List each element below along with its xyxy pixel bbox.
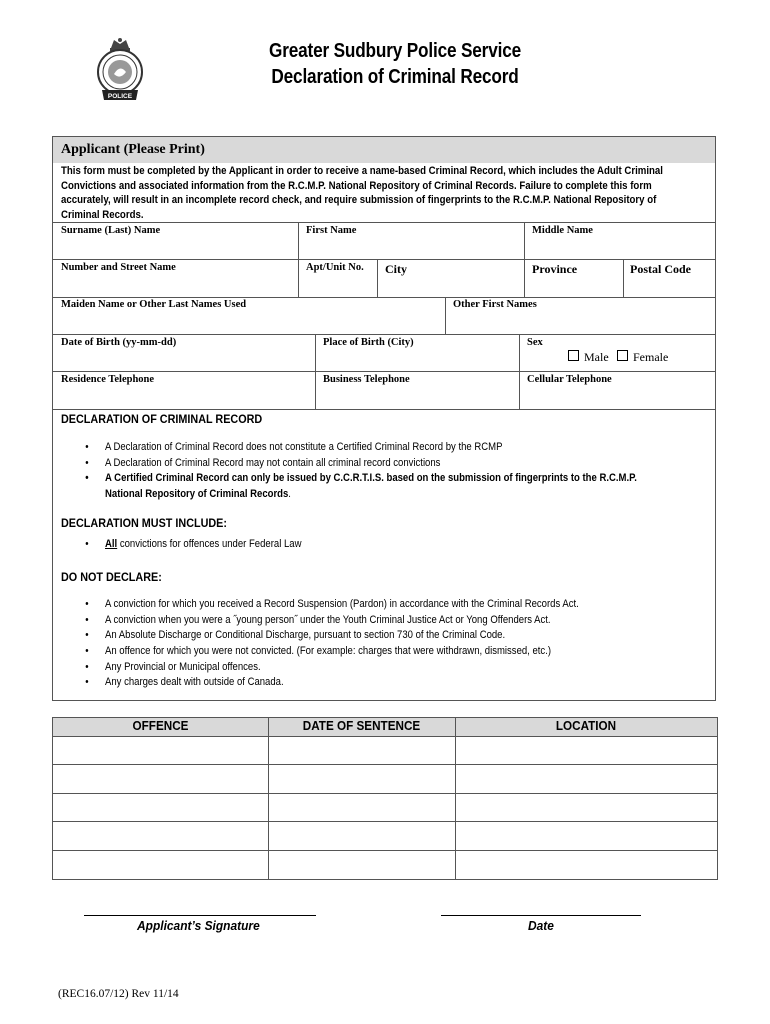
cellular-telephone-field[interactable]: Cellular Telephone [527,374,612,385]
grid-line [445,298,446,334]
applicant-signature-label: Applicant’s Signature [137,918,260,933]
instructions [61,164,711,223]
location-cell[interactable] [456,737,716,764]
instruction-line: Convictions and associated information from the R.C.M.P. National Repository of Criminal Records. Failure to complete this form [61,179,652,192]
list-item: • An offence for which you were not convicted. (For example: charges that were withdrawn, dismissed, etc.) [85,645,552,657]
table-row-line [53,850,717,851]
grid-line [524,223,525,259]
table-row-line [53,821,717,822]
date-line[interactable] [441,915,641,916]
instruction-line: Criminal Records. [61,209,144,222]
grid-line [53,297,716,298]
male-checkbox[interactable] [568,350,579,361]
bullet-text: A conviction for which you received a Record Suspension (Pardon) in accordance with the Criminal Records Act. [105,598,579,610]
list-item: • All convictions for offences under Federal Law [85,538,302,550]
list-item: • Any charges dealt with outside of Canada. [85,676,284,688]
table-row-line [53,764,717,765]
female-checkbox[interactable] [617,350,628,361]
police-crest-icon [94,36,146,106]
grid-line [53,222,716,223]
list-item: • A Declaration of Criminal Record does not constitute a Certified Criminal Record by the RCMP [85,441,503,453]
bullet-text: All [105,538,118,550]
province-field[interactable]: Province [532,262,578,276]
maiden-name-field[interactable]: Maiden Name or Other Last Names Used [61,299,247,310]
postal-code-field[interactable]: Postal Code [630,262,691,276]
sex-label: Sex [527,337,543,348]
column-header-location: LOCATION [555,718,617,733]
applicant-section-header [53,137,715,163]
column-header-date-of-sentence: DATE OF SENTENCE [302,718,421,733]
grid-line [623,260,624,297]
bullet-text: National Repository of Criminal Records [105,487,289,500]
offence-cell[interactable] [54,737,267,764]
grid-line [298,260,299,297]
applicant-heading: Applicant (Please Print) [61,142,205,157]
male-label: Male [584,350,609,364]
list-item: • A conviction when you were a ˝young person˝ under the Youth Criminal Justice Act or Yong Offenders Act. [85,614,551,626]
bullet-text: Any Provincial or Municipal offences. [105,661,261,673]
grid-line [519,335,520,371]
surname-field[interactable]: Surname (Last) Name [61,225,161,236]
grid-line [315,335,316,371]
middle-name-field[interactable]: Middle Name [532,225,593,236]
form-revision: (REC16.07/12) Rev 11/14 [58,988,179,1000]
grid-line [524,260,525,297]
bullet-text: Any charges dealt with outside of Canada. [105,676,284,688]
other-first-names-field[interactable]: Other First Names [453,299,537,310]
list-item: • A conviction for which you received a Record Suspension (Pardon) in accordance with the Criminal Records Act. [85,598,579,610]
agency-name: Greater Sudbury Police Service [268,40,522,62]
bullet-text: convictions for offences under Federal Law [117,538,302,550]
list-item: • A Certified Criminal Record can only be issued by C.C.R.T.I.S. based on the submission of fingerprints to the R.C.M.P. National Repository of Criminal Records. [85,472,637,500]
pob-field[interactable]: Place of Birth (City) [323,337,414,348]
business-telephone-field[interactable]: Business Telephone [323,374,410,385]
do-not-declare-heading: DO NOT DECLARE: [61,570,162,584]
list-item: • Any Provincial or Municipal offences. [85,661,261,673]
form-title: Declaration of Criminal Record [271,66,519,88]
street-field[interactable]: Number and Street Name [61,262,176,273]
crest-text: POLICE [107,93,133,100]
bullet-text: . [288,487,291,500]
apt-field[interactable]: Apt/Unit No. [306,262,364,273]
signature-line[interactable] [84,915,316,916]
bullet-text: A Declaration of Criminal Record does not constitute a Certified Criminal Record by the RCMP [105,441,503,453]
bullet-text: A conviction when you were a ˝young person˝ under the Youth Criminal Justice Act or Yong Offenders Act. [105,614,551,626]
grid-line [53,409,716,410]
bullet-text: An Absolute Discharge or Conditional Discharge, pursuant to section 730 of the Criminal Code. [105,629,506,641]
instruction-line: accurately, will result in an incomplete record check, and require submission of fingerprints to the R.C.M.P. National Repository of [61,194,657,207]
must-include-heading: DECLARATION MUST INCLUDE: [61,516,227,530]
column-header-offence: OFFENCE [132,718,189,733]
bullet-text: An offence for which you were not convicted. (For example: charges that were withdrawn, dismissed, etc.) [105,645,552,657]
bullet-text: A Declaration of Criminal Record may not contain all criminal record convictions [105,457,441,469]
first-name-field[interactable]: First Name [306,225,357,236]
date-of-sentence-cell[interactable] [269,737,454,764]
grid-line [53,371,716,372]
list-item: • An Absolute Discharge or Conditional Discharge, pursuant to section 730 of the Criminal Code. [85,629,506,641]
grid-line [53,334,716,335]
grid-line [53,259,716,260]
city-field[interactable]: City [385,262,407,276]
residence-telephone-field[interactable]: Residence Telephone [61,374,155,385]
date-label: Date [528,918,554,933]
grid-line [315,372,316,409]
list-item: • A Declaration of Criminal Record may not contain all criminal record convictions [85,457,441,469]
grid-line [298,223,299,259]
table-row-line [53,793,717,794]
female-label: Female [633,350,669,364]
instruction-line: This form must be completed by the Applicant in order to receive a name-based Criminal Record, which includes the Adult Criminal [61,165,663,177]
grid-line [377,260,378,297]
dob-field[interactable]: Date of Birth (yy-mm-dd) [61,337,177,348]
bullet-text: A Certified Criminal Record can only be issued by C.C.R.T.I.S. based on the submission of fingerprints to the R.C.M.P. [105,472,637,484]
declaration-heading: DECLARATION OF CRIMINAL RECORD [61,412,263,426]
grid-line [519,372,520,409]
